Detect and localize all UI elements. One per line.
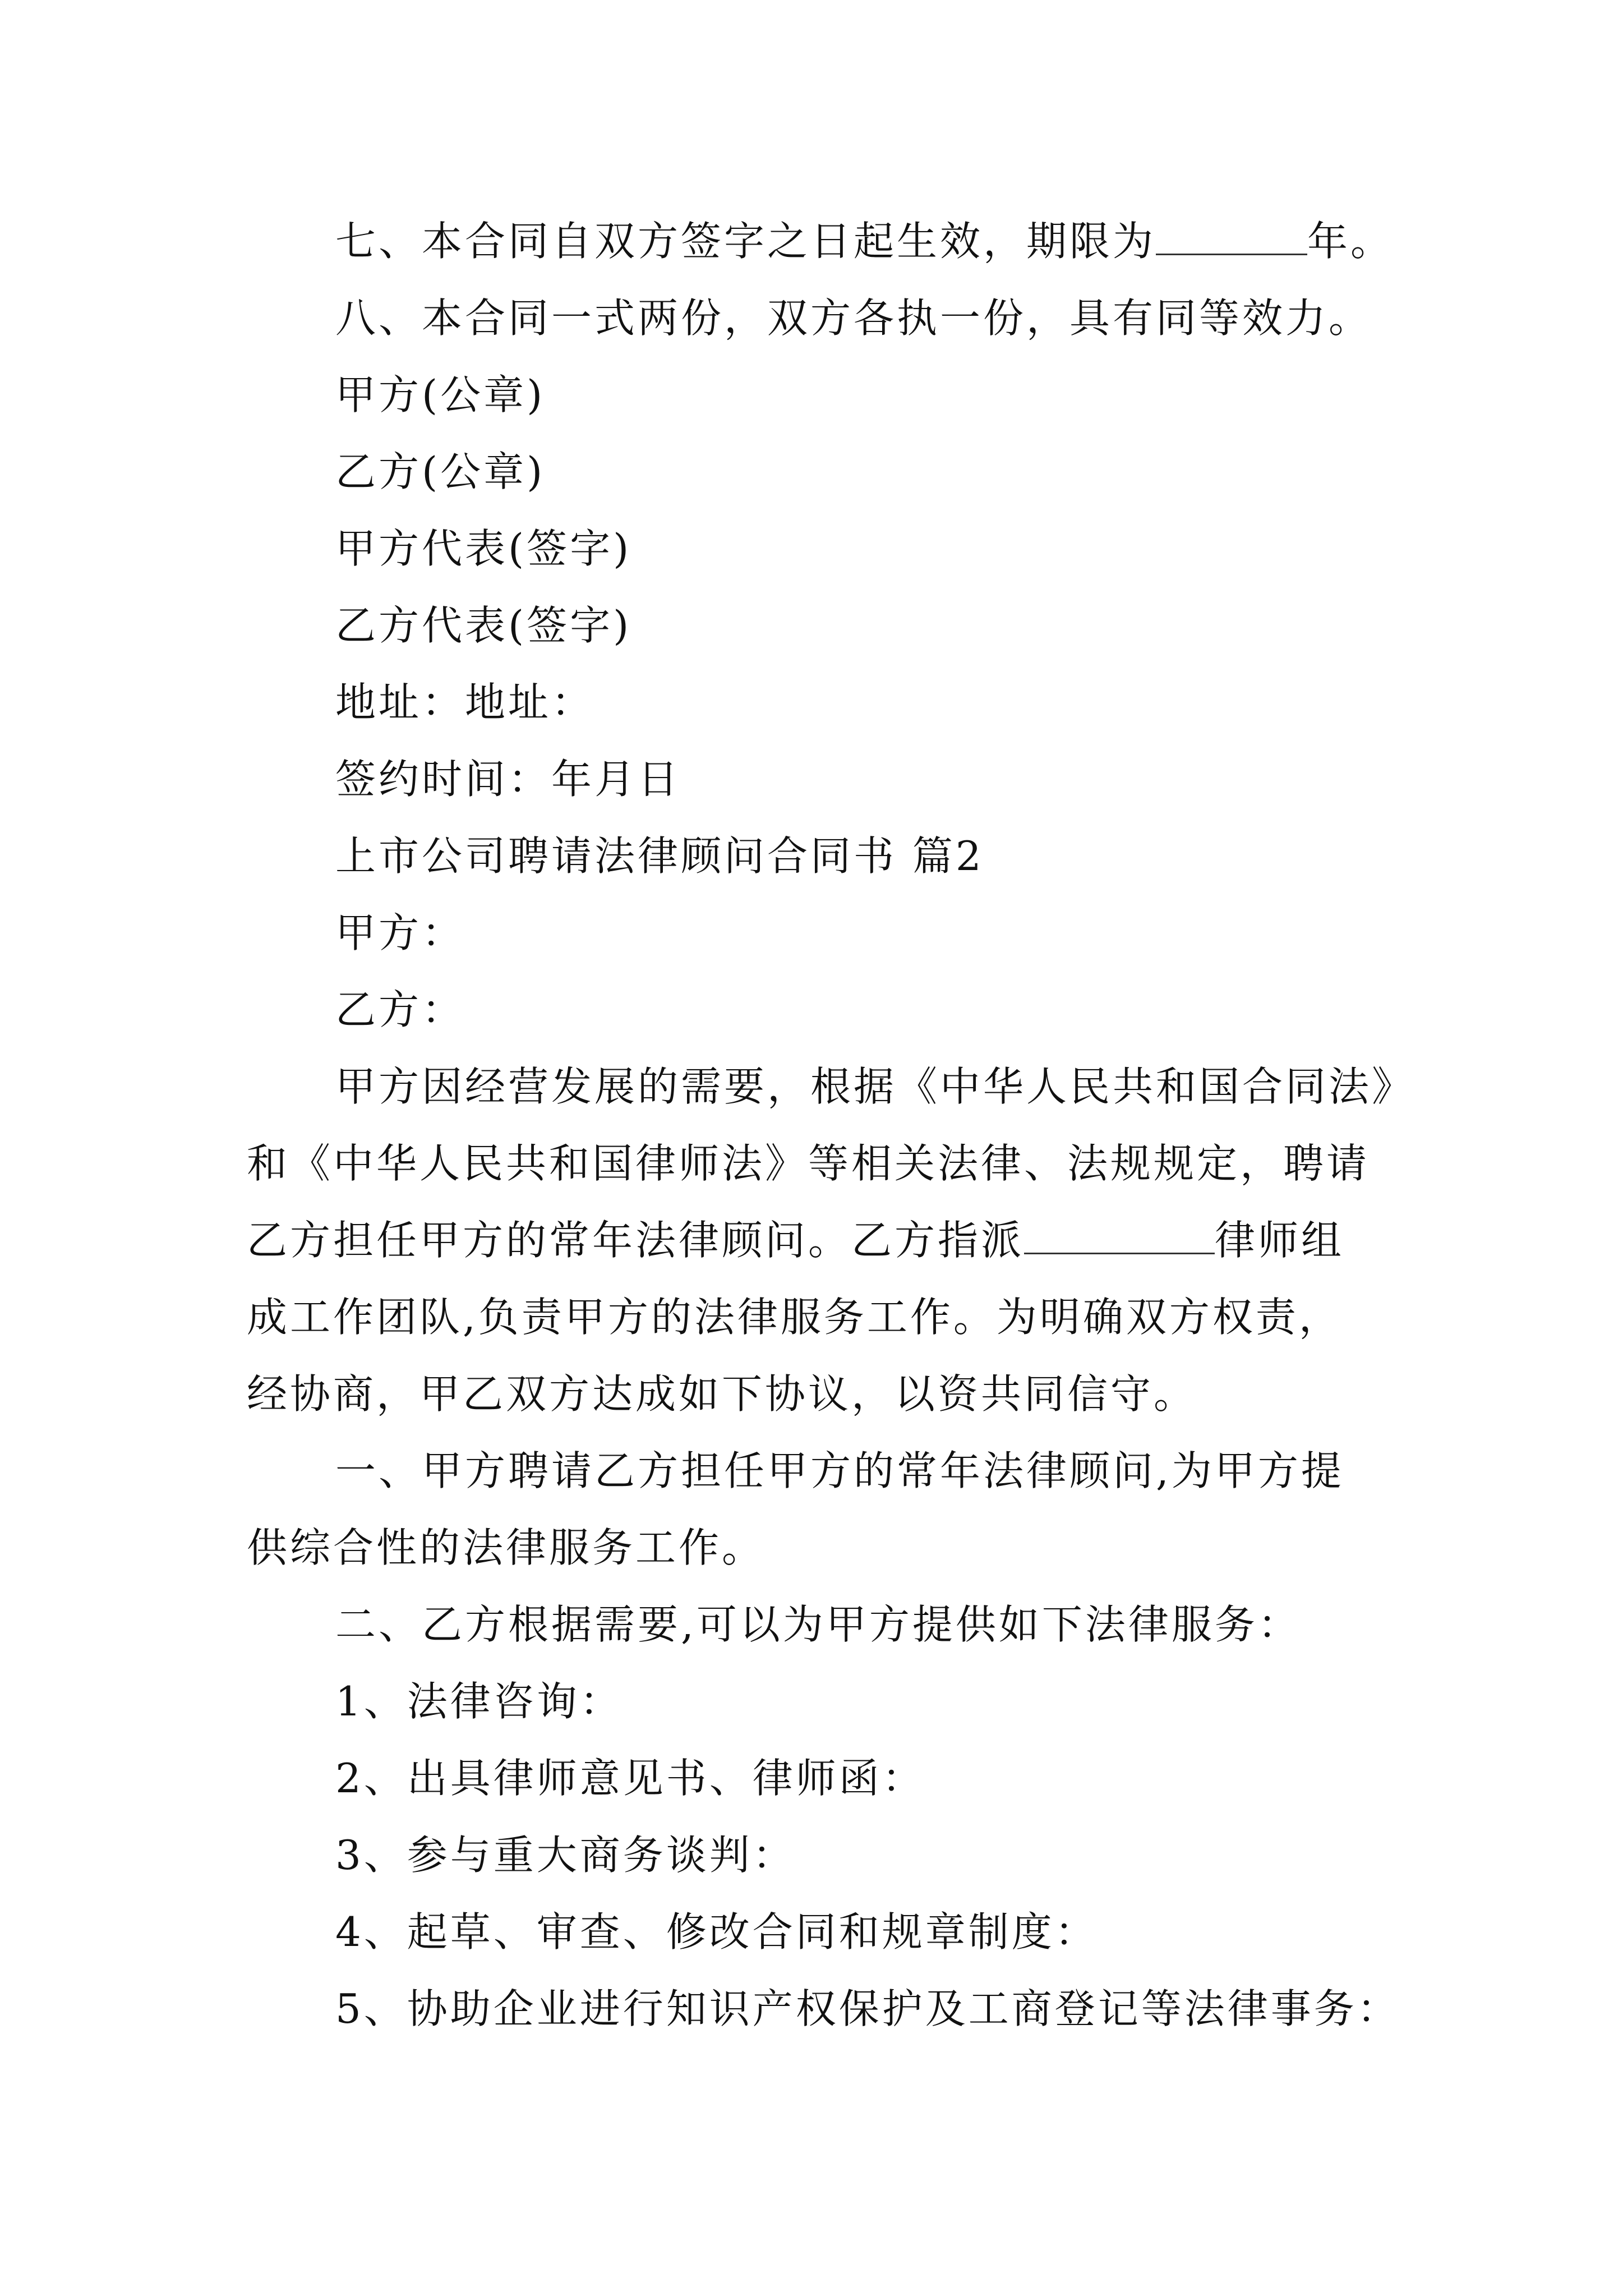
party-a-representative: 甲方代表(签字) <box>335 525 632 572</box>
preamble-line-3-text: 乙方担任甲方的常年法律顾问。乙方指派 <box>247 1217 1025 1264</box>
article-2-heading: 二、乙方根据需要,可以为甲方提供如下法律服务： <box>335 1601 1301 1648</box>
address-line: 地址：地址： <box>335 679 595 726</box>
service-item-5: 5、协助企业进行知识产权保护及工商登记等法律事务： <box>335 1985 1400 2032</box>
party-b-label: 乙方： <box>335 986 465 1033</box>
section-title: 上市公司聘请法律顾问合同书 篇2 <box>335 832 984 880</box>
preamble-line-5: 经协商，甲乙双方达成如下协议，以资共同信守。 <box>247 1370 1197 1418</box>
party-b-representative: 乙方代表(签字) <box>335 602 632 649</box>
preamble-line-1: 甲方因经营发展的需要，根据《中华人民共和国合同法》 <box>335 1063 1415 1110</box>
signing-date: 签约时间：年月日 <box>335 756 681 803</box>
service-item-4: 4、起草、审查、修改合同和规章制度： <box>335 1908 1098 1955</box>
party-a-seal: 甲方(公章) <box>335 371 546 418</box>
preamble-line-3-suffix: 律师组 <box>1215 1217 1345 1264</box>
term-years-blank <box>1156 220 1307 255</box>
article-1-line-1: 一、甲方聘请乙方担任甲方的常年法律顾问,为甲方提 <box>335 1447 1344 1494</box>
preamble-line-2: 和《中华人民共和国律师法》等相关法律、法规规定，聘请 <box>247 1140 1370 1187</box>
clause-7-suffix: 年。 <box>1307 218 1394 265</box>
service-item-3: 3、参与重大商务谈判： <box>335 1832 796 1879</box>
lawyer-name-blank <box>1024 1219 1215 1254</box>
party-a-label: 甲方： <box>335 909 465 956</box>
clause-8: 八、本合同一式两份，双方各执一份，具有同等效力。 <box>335 295 1372 342</box>
article-1-line-2: 供综合性的法律服务工作。 <box>247 1524 766 1571</box>
service-item-2: 2、出具律师意见书、律师函： <box>335 1755 925 1802</box>
service-item-1: 1、法律咨询： <box>335 1678 623 1725</box>
clause-7-text: 七、本合同自双方签字之日起生效，期限为 <box>335 218 1156 265</box>
clause-7 <box>335 216 1394 266</box>
preamble-line-4: 成工作团队,负责甲方的法律服务工作。为明确双方权责， <box>247 1294 1342 1341</box>
preamble-line-3 <box>247 1215 1344 1266</box>
party-b-seal: 乙方(公章) <box>335 448 546 495</box>
